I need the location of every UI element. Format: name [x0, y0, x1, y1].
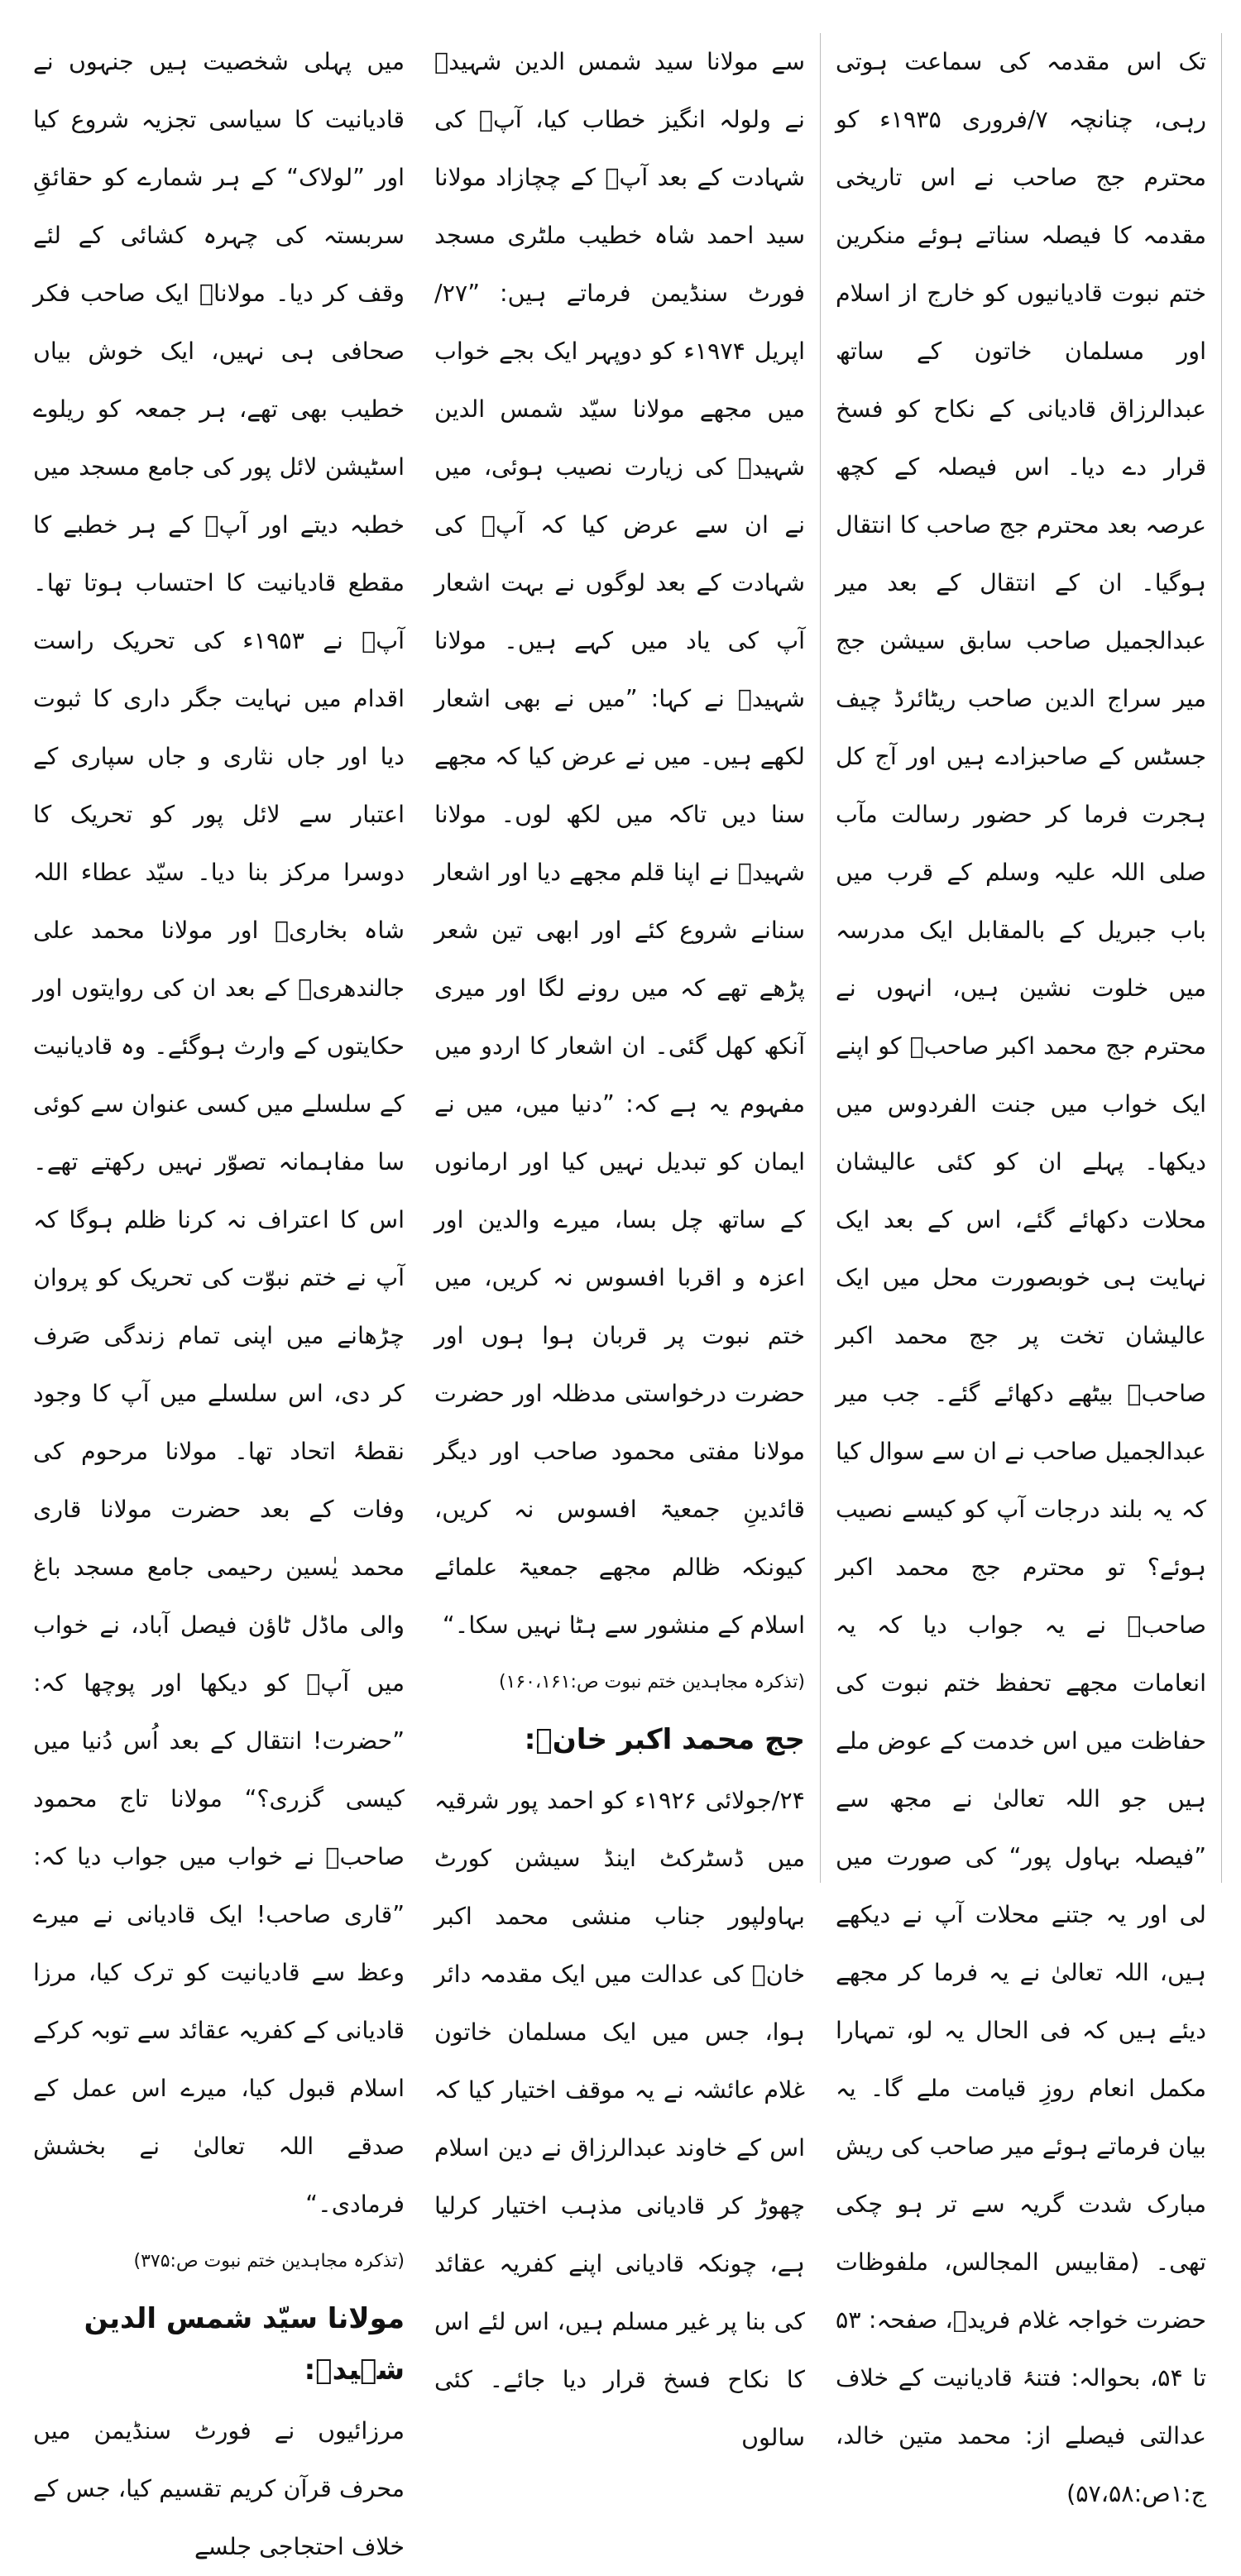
- section-heading: جج محمد اکبر خانؒ:: [524, 1723, 805, 1756]
- citation: (تذکرہ مجاہدین ختم نبوت ص:۱۶۰،۱۶۱): [498, 1672, 805, 1693]
- section-heading: مولانا سیّد شمس الدین شہیدؒ:: [84, 2302, 405, 2387]
- text-column-right: [18, 33, 419, 2560]
- text-column-left: [821, 33, 1222, 2507]
- paragraph: ۲۴/جولائی ۱۹۲۶ء کو احمد پور شرقیہ میں ڈسٹرکٹ اینڈ سیشن کورٹ بہاولپور جناب منشی محمد اکبر خانؒ کی عدالت میں ایک مقدمہ دائر ہوا، جس میں ایک مسلمان خاتون غلام عائشہ نے یہ موقف اختیار کیا کہ اس کے خاوند عبدالرزاق نے دین اسلام چھوڑ کر قادیانی مذہب اختیار کرلیا ہے، چونکہ قادیانی اپنے کفریہ عقائد کی بنا پر غیر مسلم ہیں، اس لئے اس کا نکاح فسخ قرار دیا جائے۔ کئی سالوں: [434, 1787, 805, 2451]
- paragraph: تک اس مقدمہ کی سماعت ہوتی رہی، چنانچہ ۷/فروری ۱۹۳۵ء کو محترم جج صاحب نے اس تاریخی مقدمہ کا فیصلہ سناتے ہوئے منکرین ختم نبوت قادیانیوں کو خارج از اسلام اور مسلمان خاتون کے ساتھ عبدالرزاق قادیانی کے نکاح کو فسخ قرار دے دیا۔ اس فیصلہ کے کچھ عرصہ بعد محترم جج صاحب کا انتقال ہوگیا۔ ان کے انتقال کے بعد میر عبدالجمیل صاحب سابق سیشن جج میر سراج الدین صاحب ریٹائرڈ چیف جسٹس کے صاحبزادے ہیں اور آج کل ہجرت فرما کر حضور رسالت مآب صلی اللہ علیہ وسلم کے قرب میں باب جبریل کے بالمقابل ایک مدرسہ میں خلوت نشین ہیں، انہوں نے محترم جج محمد اکبر صاحبؒ کو اپنے ایک خواب میں جنت الفردوس میں دیکھا۔ پہلے ان کو کئی عالیشان محلات دکھائے گئے، اس کے بعد ایک نہایت ہی خوبصورت محل میں ایک عالیشان تخت پر جج محمد اکبر صاحبؒ بیٹھے دکھائے گئے۔ جب میر عبدالجمیل صاحب نے ان سے سوال کیا کہ یہ بلند درجات آپ کو کیسے نصیب ہوئے؟ تو محترم جج محمد اکبر صاحبؒ نے یہ جواب دیا کہ یہ انعامات مجھے تحفظ ختم نبوت کی حفاظت میں اس خدمت کے عوض ملے ہیں جو اللہ تعالیٰ نے مجھ سے ”فیصلہ بہاول پور“ کی صورت میں لی اور یہ جتنے محلات آپ نے دیکھے ہیں، اللہ تعالیٰ نے یہ فرما کر مجھے دیئے ہیں کہ فی الحال یہ لو، تمہارا مکمل انعام روزِ قیامت ملے گا۔ یہ بیان فرماتے ہوئے میر صاحب کی ریش مبارک شدت گریہ سے تر ہو چکی تھی۔ (مقابیس المجالس، ملفوظات حضرت خواجہ غلام فریدؒ، صفحہ: ۵۳ تا ۵۴، بحوالہ: فتنۂ قادیانیت کے خلاف عدالتی فیصلے از: محمد متین خالد، ج:۱ص:۵۷،۵۸): [836, 48, 1206, 2507]
- citation: (تذکرہ مجاہدین ختم نبوت ص:۳۷۵): [133, 2251, 405, 2272]
- text-column-middle: [419, 33, 821, 2451]
- paragraph: سے مولانا سید شمس الدین شہیدؒ نے ولولہ انگیز خطاب کیا، آپؒ کی شہادت کے بعد آپؒ کے چچازاد مولانا سید احمد شاہ خطیب ملٹری مسجد فورٹ سنڈیمن فرماتے ہیں: ”۲۷/اپریل ۱۹۷۴ء کو دوپہر ایک بجے خواب میں مجھے مولانا سیّد شمس الدین شہیدؒ کی زیارت نصیب ہوئی، میں نے ان سے عرض کیا کہ آپؒ کی شہادت کے بعد لوگوں نے بہت اشعار آپ کی یاد میں کہے ہیں۔ مولانا شہیدؒ نے کہا: ”میں نے بھی اشعار لکھے ہیں۔ میں نے عرض کیا کہ مجھے سنا دیں تاکہ میں لکھ لوں۔ مولانا شہیدؒ نے اپنا قلم مجھے دیا اور اشعار سنانے شروع کئے اور ابھی تین شعر پڑھے تھے کہ میں رونے لگا اور میری آنکھ کھل گئی۔ ان اشعار کا اردو میں مفہوم یہ ہے کہ: ”دنیا میں، میں نے ایمان کو تبدیل نہیں کیا اور ارمانوں کے ساتھ چل بسا، میرے والدین اور اعزہ و اقربا افسوس نہ کریں، میں ختم نبوت پر قربان ہوا ہوں اور حضرت درخواستی مدظلہ اور حضرت مولانا مفتی محمود صاحب اور دیگر قائدینِ جمعیۃ افسوس نہ کریں، کیونکہ ظالم مجھے جمعیۃ علمائے اسلام کے منشور سے ہٹا نہیں سکا۔“: [434, 48, 805, 1639]
- paragraph: میں پہلی شخصیت ہیں جنہوں نے قادیانیت کا سیاسی تجزیہ شروع کیا اور ”لولاک“ کے ہر شمارے کو حقائقِ سربستہ کی چہرہ کشائی کے لئے وقف کر دیا۔ مولاناؒ ایک صاحب فکر صحافی ہی نہیں، ایک خوش بیاں خطیب بھی تھے، ہر جمعہ کو ریلوے اسٹیشن لائل پور کی جامع مسجد میں خطبہ دیتے اور آپؒ کے ہر خطبے کا مقطع قادیانیت کا احتساب ہوتا تھا۔ آپؒ نے ۱۹۵۳ء کی تحریک راست اقدام میں نہایت جگر داری کا ثبوت دیا اور جاں نثاری و جاں سپاری کے اعتبار سے لائل پور کو تحریک کا دوسرا مرکز بنا دیا۔ سیّد عطاء اللہ شاہ بخاریؒ اور مولانا محمد علی جالندھریؒ کے بعد ان کی روایتوں اور حکایتوں کے وارث ہوگئے۔ وہ قادیانیت کے سلسلے میں کسی عنوان سے کوئی سا مفاہمانہ تصوّر نہیں رکھتے تھے۔ اس کا اعتراف نہ کرنا ظلم ہوگا کہ آپ نے ختم نبوّت کی تحریک کو پروان چڑھانے میں اپنی تمام زندگی صَرف کر دی، اس سلسلے میں آپ کا وجود نقطۂ اتحاد تھا۔ مولانا مرحوم کی وفات کے بعد حضرت مولانا قاری محمد یٰسین رحیمی جامع مسجد باغ والی ماڈل ٹاؤن فیصل آباد، نے خواب میں آپؒ کو دیکھا اور پوچھا کہ: ”حضرت! انتقال کے بعد اُس دُنیا میں کیسی گزری؟“ مولانا تاج محمود صاحبؒ نے خواب میں جواب دیا کہ: ”قاری صاحب! ایک قادیانی نے میرے وعظ سے قادیانیت کو ترک کیا، مرزا قادیانی کے کفریہ عقائد سے توبہ کرکے اسلام قبول کیا، میرے اس عمل کے صدقے اللہ تعالیٰ نے بخشش فرمادی۔“: [33, 48, 405, 2218]
- paragraph: مرزائیوں نے فورٹ سنڈیمن میں محرف قرآن کریم تقسیم کیا، جس کے خلاف احتجاجی جلسے: [33, 2417, 405, 2560]
